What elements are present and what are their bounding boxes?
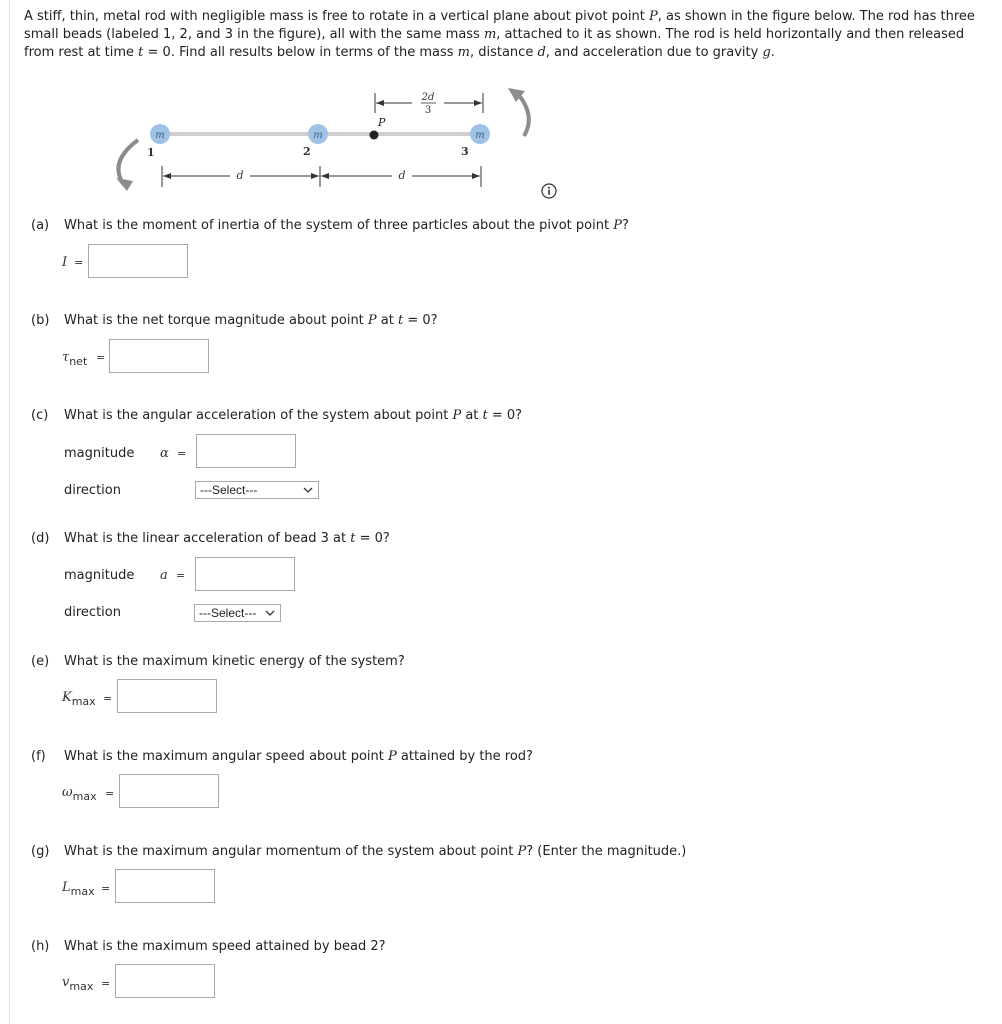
- torque-input[interactable]: [109, 339, 209, 373]
- speed-symbol: $v_{max}$: [62, 975, 94, 993]
- pivot-label: P: [378, 116, 386, 129]
- info-icon[interactable]: [541, 183, 557, 199]
- angular-speed-equals: =: [105, 787, 115, 800]
- bead-3-number: 3: [461, 145, 469, 158]
- question-e: (e) What is the maximum kinetic energy of the system?: [31, 654, 405, 669]
- angular-accel-direction-label: direction: [64, 483, 121, 498]
- angular-accel-input[interactable]: [196, 434, 296, 468]
- frac-denominator: 3: [424, 105, 432, 116]
- question-f: (f) What is the maximum angular speed about point P attained by the rod?: [31, 749, 533, 764]
- inertia-equals: =: [74, 256, 84, 269]
- question-b: (b) What is the net torque magnitude about point P at t = 0?: [31, 313, 438, 328]
- question-c: (c) What is the angular acceleration of the system about point P at t = 0?: [31, 408, 523, 423]
- pivot-point: [370, 131, 379, 140]
- linear-accel-symbol: a: [160, 568, 168, 583]
- dist-label-right: d: [398, 169, 406, 182]
- question-a: (a) What is the moment of inertia of the system of three particles about the pivot point P?: [31, 218, 629, 233]
- alpha-symbol: α: [160, 446, 169, 461]
- dist-label-left: d: [236, 169, 244, 182]
- angular-speed-input[interactable]: [119, 774, 219, 808]
- linear-accel-equals: =: [176, 569, 186, 582]
- inertia-symbol: I: [62, 255, 68, 270]
- rotation-arrowhead-left: [116, 178, 133, 191]
- angular-momentum-equals: =: [101, 882, 111, 895]
- angular-momentum-symbol: $L_{max}$: [62, 880, 95, 898]
- bead-2-mass: m: [313, 130, 323, 141]
- linear-accel-direction-label: direction: [64, 605, 121, 620]
- chevron-down-icon: [303, 483, 313, 497]
- rod-figure: [100, 80, 580, 210]
- frac-numerator: 2d: [421, 92, 435, 103]
- bead-2-number: 2: [303, 145, 311, 158]
- bead-1-number: 1: [147, 146, 155, 159]
- torque-equals: =: [96, 351, 106, 364]
- question-g: (g) What is the maximum angular momentum of the system about point P? (Enter the magnitude.): [31, 844, 687, 859]
- linear-accel-magnitude-label: magnitude: [64, 568, 135, 583]
- angular-accel-magnitude-label: magnitude: [64, 446, 135, 461]
- torque-symbol: $\tau_{net}$: [62, 350, 88, 368]
- bead-1-mass: m: [155, 130, 165, 141]
- rotation-arrow-left: [118, 140, 138, 185]
- linear-accel-direction-select[interactable]: ---Select---: [194, 604, 281, 622]
- speed-input[interactable]: [115, 964, 215, 998]
- problem-statement: A stiff, thin, metal rod with negligible mass is free to rotate in a vertical plane about pivot point P, as shown in the figure below. The rod has three small beads (labeled 1, 2, and 3 in the figure), all with the same mass m, attached to it as shown. The rod is held horizontally and then released from rest at time t = 0. Find all results below in terms of the mass m, distance d, and acceleration due to gravity g.: [24, 9, 975, 60]
- kinetic-energy-symbol: $K_{max}$: [62, 690, 96, 708]
- rotation-arrow-right: [518, 94, 529, 136]
- angular-speed-symbol: $\omega_{max}$: [62, 785, 97, 803]
- bead-3-mass: m: [475, 130, 485, 141]
- chevron-down-icon: [265, 606, 275, 620]
- question-d: (d) What is the linear acceleration of bead 3 at t = 0?: [31, 531, 390, 546]
- kinetic-energy-equals: =: [103, 692, 113, 705]
- kinetic-energy-input[interactable]: [117, 679, 217, 713]
- linear-accel-input[interactable]: [195, 557, 295, 591]
- page-left-rule: [9, 0, 10, 1024]
- alpha-equals: =: [177, 447, 187, 460]
- inertia-input[interactable]: [88, 244, 188, 278]
- angular-accel-direction-select[interactable]: ---Select---: [195, 481, 319, 499]
- speed-equals: =: [101, 977, 111, 990]
- question-h: (h) What is the maximum speed attained by bead 2?: [31, 939, 386, 954]
- angular-momentum-input[interactable]: [115, 869, 215, 903]
